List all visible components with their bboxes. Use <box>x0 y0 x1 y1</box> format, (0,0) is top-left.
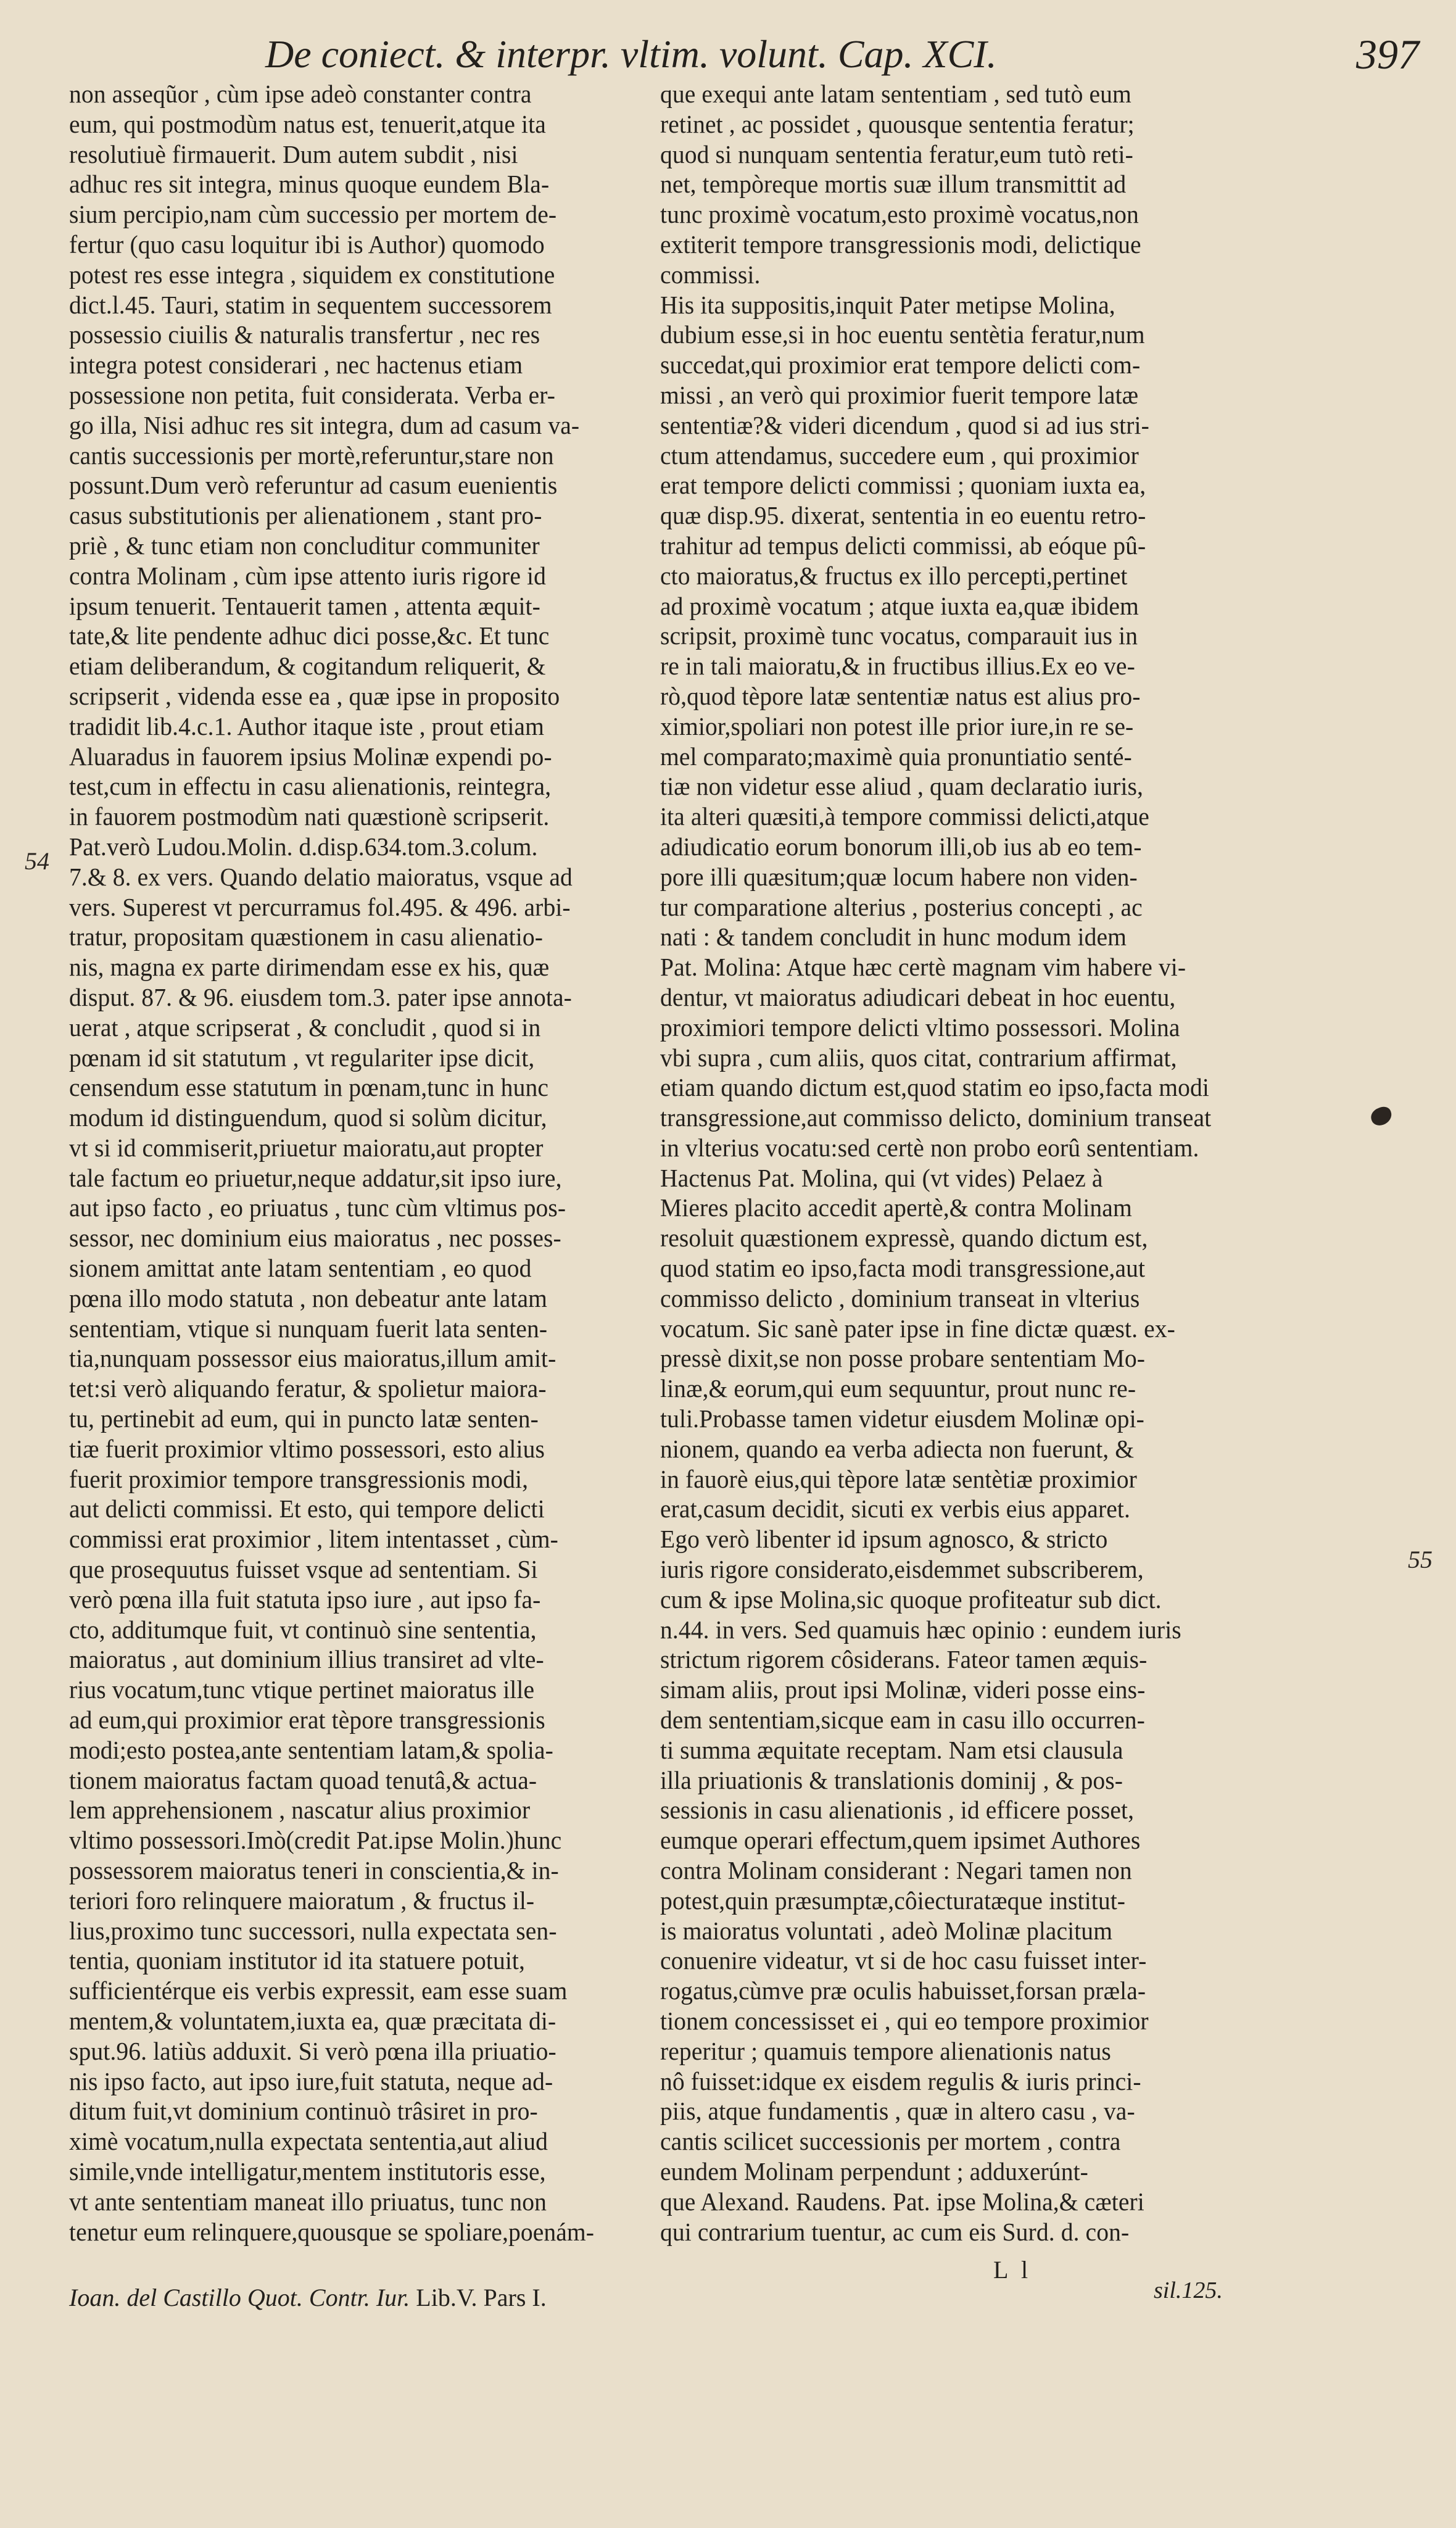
text-line: His ita suppositis,inquit Pater metipse Molina, <box>660 290 1115 319</box>
text-line: sessor, nec dominium eius maioratus , nec posses- <box>69 1224 561 1253</box>
text-line: simile,vnde intelligatur,mentem institutoris esse, <box>69 2157 546 2186</box>
text-line: ditum fuit,vt dominium continuò trâsiret in pro- <box>69 2097 538 2126</box>
text-line: re in tali maioratu,& in fructibus illius.Ex eo ve- <box>660 652 1135 681</box>
text-line: net, tempòreque mortis suæ illum transmittit ad <box>660 170 1127 199</box>
text-line: aut delicti commissi. Et esto, qui tempore delicti <box>69 1494 545 1523</box>
text-line: retinet , ac possidet , quousque sententia feratur; <box>660 109 1135 138</box>
text-line: fuerit proximior tempore transgressionis modi, <box>69 1464 529 1493</box>
text-line: priè , & tunc etiam non concluditur communiter <box>69 531 540 560</box>
text-line: non asseqũor , cùm ipse adeò constanter contra <box>69 80 532 108</box>
text-line: sionem amittat ante latam sententiam , eo quod <box>69 1254 532 1283</box>
text-line: Pat.verò Ludou.Molin. d.disp.634.tom.3.colum. <box>69 832 538 861</box>
text-line: tratur, propositam quæstionem in casu alienatio- <box>69 922 543 951</box>
text-line: potest,quin præsumptæ,côiecturatæque institut- <box>660 1886 1126 1915</box>
text-line: Ego verò libenter id ipsum agnosco, & stricto <box>660 1525 1108 1554</box>
text-line: ad eum,qui proximior erat tèpore transgressionis <box>69 1705 545 1734</box>
text-line: proximiori tempore delicti vltimo possessori. Molina <box>660 1013 1180 1042</box>
text-line: ita alteri quæsiti,à tempore commissi delicti,atque <box>660 802 1149 831</box>
text-line: tenetur eum relinquere,quousque se spoliare,poenám- <box>69 2217 595 2246</box>
text-line: Pat. Molina: Atque hæc certè magnam vim habere vi- <box>660 953 1186 982</box>
margin-number-54: 54 <box>25 847 49 875</box>
margin-number-55: 55 <box>1408 1546 1433 1573</box>
text-line: conuenire videatur, vt si de hoc casu fuisset inter- <box>660 1946 1147 1975</box>
text-line: 7.& 8. ex vers. Quando delatio maioratus, vsque ad <box>69 862 573 891</box>
text-line: eundem Molinam perpendunt ; adduxerúnt- <box>660 2157 1088 2186</box>
signature-mark: L l <box>993 2256 1032 2284</box>
text-line: adiudicatio eorum bonorum illi,ob ius ab eo tem- <box>660 832 1142 861</box>
text-line: cto maioratus,& fructus ex illo percepti,pertinet <box>660 561 1128 590</box>
text-line: reperitur ; quamuis tempore alienationis natus <box>660 2036 1111 2065</box>
text-line: nati : & tandem concludit in hunc modum idem <box>660 922 1127 951</box>
text-line: uerat , atque scripserat , & concludit , quod si in <box>69 1013 541 1042</box>
text-line: trahitur ad tempus delicti commissi, ab eóque pû- <box>660 531 1146 560</box>
text-line: resolutiuè firmauerit. Dum autem subdit , nisi <box>69 139 518 168</box>
text-line: contra Molinam , cùm ipse attento iuris rigore id <box>69 561 546 590</box>
footer-volume: Lib.V. Pars I. <box>416 2284 547 2311</box>
right-text-column <box>660 79 1252 2247</box>
text-line: contra Molinam considerant : Negari tamen non <box>660 1856 1132 1885</box>
text-line: commissi. <box>660 260 761 289</box>
text-line: tia,nunquam possessor eius maioratus,illum amit- <box>69 1344 556 1373</box>
text-line: adhuc res sit integra, minus quoque eundem Bla- <box>69 170 550 199</box>
text-line: eum, qui postmodùm natus est, tenuerit,atque ita <box>69 109 546 138</box>
text-line: aut ipso facto , eo priuatus , tunc cùm vltimus pos- <box>69 1193 566 1222</box>
text-line: verò pœna illa fuit statuta ipso iure , aut ipso fa- <box>69 1585 541 1614</box>
text-line: vltimo possessori.Imò(credit Pat.ipse Molin.)hunc <box>69 1826 562 1855</box>
text-line: possessione non petita, fuit considerata. Verba er- <box>69 380 556 409</box>
text-line: casus substitutionis per alienationem , stant pro- <box>69 501 542 530</box>
text-line: strictum rigorem côsiderans. Fateor tamen æquis- <box>660 1645 1148 1674</box>
text-line: go illa, Nisi adhuc res sit integra, dum ad casum va- <box>69 410 580 439</box>
text-line: que exequi ante latam sententiam , sed tutò eum <box>660 80 1131 108</box>
text-line: cto, additumque fuit, vt continuò sine sententia, <box>69 1615 537 1644</box>
text-line: etiam deliberandum, & cogitandum reliquerit, & <box>69 652 546 681</box>
text-line: tiæ fuerit proximior vltimo possessori, esto alius <box>69 1434 545 1463</box>
text-line: dentur, vt maioratus adiudicari debeat in hoc euentu, <box>660 982 1176 1011</box>
text-line: rogatus,cùmve præ oculis habuisset,forsan præla- <box>660 1976 1146 2005</box>
text-line: vt si id commiserit,priuetur maioratu,aut propter <box>69 1133 544 1162</box>
text-line: possessio ciuilis & naturalis transfertur , nec res <box>69 320 540 349</box>
text-line: ti summa æquitate receptam. Nam etsi clausula <box>660 1735 1123 1764</box>
text-line: is maioratus voluntati , adeò Molinæ placitum <box>660 1916 1113 1945</box>
text-line: sententiam, vtique si nunquam fuerit lata senten- <box>69 1314 548 1343</box>
text-line: censendum esse statutum in pœnam,tunc in hunc <box>69 1073 548 1102</box>
text-line: quod statim eo ipso,facta modi transgressione,aut <box>660 1254 1146 1283</box>
text-line: cum & ipse Molina,sic quoque profiteatur sub dict. <box>660 1585 1162 1614</box>
right-last-tail: sil.125. <box>1154 2277 1223 2303</box>
footer-line <box>69 2283 547 2312</box>
text-line: tionem maioratus factam quoad tenutâ,& actua- <box>69 1765 537 1794</box>
text-line: nô fuisset:idque ex eisdem regulis & iuris princi- <box>660 2066 1141 2095</box>
page-number: 397 <box>1356 31 1419 78</box>
text-line: scripsit, proximè tunc vocatus, comparauit ius in <box>660 621 1138 650</box>
text-line: mel comparato;maximè quia pronuntiatio senté- <box>660 742 1132 771</box>
text-line: ximè vocatum,nulla expectata sententia,aut aliud <box>69 2127 548 2156</box>
text-line: tentia, quoniam institutor id ita statuere potuit, <box>69 1946 526 1975</box>
text-line: maioratus , aut dominium illius transiret ad vlte- <box>69 1645 544 1674</box>
text-line: que Alexand. Raudens. Pat. ipse Molina,& cæteri <box>660 2187 1144 2216</box>
text-line: resoluit quæstionem expressè, quando dictum est, <box>660 1224 1148 1253</box>
text-line: rò,quod tèpore latæ sententiæ natus est alius pro- <box>660 681 1141 710</box>
text-line: possessorem maioratus teneri in conscientia,& in- <box>69 1856 559 1885</box>
running-title: De coniect. & interpr. vltim. volunt. Cap. XCI. <box>265 32 997 76</box>
text-line: pœnam id sit statutum , vt regulariter ipse dicit, <box>69 1043 535 1072</box>
text-line: simam aliis, prout ipsi Molinæ, videri posse eins- <box>660 1675 1146 1704</box>
text-line: que prosequutus fuisset vsque ad sententiam. Si <box>69 1555 538 1584</box>
text-line: modi;esto postea,ante sententiam latam,& spolia- <box>69 1735 553 1764</box>
text-line: nis ipso facto, aut ipso iure,fuit statuta, neque ad- <box>69 2066 553 2095</box>
text-line: Aluaradus in fauorem ipsius Molinæ expendi po- <box>69 742 552 771</box>
text-line: sententiæ?& videri dicendum , quod si ad ius stri- <box>660 410 1149 439</box>
text-line: succedat,qui proximior erat tempore delicti com- <box>660 350 1141 379</box>
text-line: Mieres placito accedit apertè,& contra Molinam <box>660 1193 1132 1222</box>
text-line: tu, pertinebit ad eum, qui in puncto latæ senten- <box>69 1404 539 1433</box>
text-line: nis, magna ex parte dirimendam esse ex his, quæ <box>69 953 550 982</box>
text-line: pore illi quæsitum;quæ locum habere non viden- <box>660 862 1138 891</box>
text-line: dict.l.45. Tauri, statim in sequentem successorem <box>69 290 552 319</box>
text-line: extiterit tempore transgressionis modi, delictique <box>660 230 1141 259</box>
text-line: illa priuationis & translationis dominij , & pos- <box>660 1765 1123 1794</box>
text-line: tur comparatione alterius , posterius concepti , ac <box>660 892 1143 921</box>
text-line: vt ante sententiam maneat illo priuatus, tunc non <box>69 2187 547 2216</box>
text-line: tunc proximè vocatum,esto proximè vocatus,non <box>660 200 1139 229</box>
text-line: piis, atque fundamentis , quæ in altero casu , va- <box>660 2097 1135 2126</box>
text-line: test,cum in effectu in casu alienationis, reintegra, <box>69 772 552 801</box>
text-line: modum id distinguendum, quod si solùm dicitur, <box>69 1103 547 1132</box>
text-line: cantis successionis per mortè,referuntur,stare non <box>69 441 554 470</box>
text-line: ipsum tenuerit. Tentauerit tamen , attenta æquit- <box>69 591 540 620</box>
text-line: tiæ non videtur esse aliud , quam declaratio iuris, <box>660 772 1144 801</box>
text-line: mentem,& voluntatem,iuxta ea, quæ præcitata di- <box>69 2007 556 2035</box>
text-line: qui contrarium tuentur, ac cum eis Surd. d. con- <box>660 2217 1130 2246</box>
text-line: in fauorem postmodùm nati quæstionè scripserit. <box>69 802 550 831</box>
text-line: pressè dixit,se non posse probare sententiam Mo- <box>660 1344 1146 1373</box>
text-line: vocatum. Sic sanè pater ipse in fine dictæ quæst. ex- <box>660 1314 1175 1343</box>
text-line: quod si nunquam sententia feratur,eum tutò reti- <box>660 139 1133 168</box>
text-line: quæ disp.95. dixerat, sententia in eo euentu retro- <box>660 501 1146 530</box>
text-line: pœna illo modo statuta , non debeatur ante latam <box>69 1283 548 1312</box>
text-line: potest res esse integra , siquidem ex constitutione <box>69 260 555 289</box>
text-line: nionem, quando ea verba adiecta non fuerunt, & <box>660 1434 1135 1463</box>
text-line: tale factum eo priuetur,neque addatur,sit ipso iure, <box>69 1163 562 1192</box>
left-text-column <box>69 79 661 2247</box>
text-line: dem sententiam,sicque eam in casu illo occurren- <box>660 1705 1145 1734</box>
text-line: in fauorè eius,qui tèpore latæ sentètiæ proximior <box>660 1464 1137 1493</box>
text-line: rius vocatum,tunc vtique pertinet maioratus ille <box>69 1675 535 1704</box>
text-line: eumque operari effectum,quem ipsimet Authores <box>660 1826 1141 1855</box>
text-line: cantis scilicet successionis per mortem , contra <box>660 2127 1121 2156</box>
running-header <box>259 23 1419 85</box>
ink-blot <box>1368 1104 1394 1128</box>
text-line: integra potest considerari , nec hactenus etiam <box>69 350 523 379</box>
text-line: n.44. in vers. Sed quamuis hæc opinio : eundem iuris <box>660 1615 1181 1644</box>
text-line: ad proximè vocatum ; atque iuxta ea,quæ ibidem <box>660 591 1139 620</box>
text-line: tradidit lib.4.c.1. Author itaque iste , prout etiam <box>69 711 544 740</box>
text-line: erat tempore delicti commissi ; quoniam iuxta ea, <box>660 471 1146 500</box>
text-line: commisso delicto , dominium transeat in vlterius <box>660 1283 1140 1312</box>
text-line: ctum attendamus, succedere eum , qui proximior <box>660 441 1139 470</box>
text-line: vers. Superest vt percurramus fol.495. & 496. arbi- <box>69 892 571 921</box>
text-line: missi , an verò qui proximior fuerit tempore latæ <box>660 380 1139 409</box>
text-line: tate,& lite pendente adhuc dici posse,&c. Et tunc <box>69 621 550 650</box>
text-line: commissi erat proximior , litem intentasset , cùm- <box>69 1525 558 1554</box>
text-line: iuris rigore considerato,eisdemmet subscriberem, <box>660 1555 1144 1584</box>
text-line: Hactenus Pat. Molina, qui (vt vides) Pelaez à <box>660 1163 1103 1192</box>
text-line: vbi supra , cum aliis, quos citat, contrarium affirmat, <box>660 1043 1177 1072</box>
text-line: possunt.Dum verò referuntur ad casum euenientis <box>69 471 558 500</box>
text-line: sessionis in casu alienationis , id efficere posset, <box>660 1796 1135 1825</box>
text-line: lius,proximo tunc successori, nulla expectata sen- <box>69 1916 557 1945</box>
text-line: ximior,spoliari non potest ille prior iure,in re se- <box>660 711 1134 740</box>
text-line: transgressione,aut commisso delicto, dominium transeat <box>660 1103 1212 1132</box>
text-line: sput.96. latiùs adduxit. Si verò pœna illa priuatio- <box>69 2036 556 2065</box>
text-line: disput. 87. & 96. eiusdem tom.3. pater ipse annota- <box>69 982 572 1011</box>
text-line: teriori foro relinquere maioratum , & fructus il- <box>69 1886 535 1915</box>
text-line: sium percipio,nam cùm successio per mortem de- <box>69 200 557 229</box>
text-line: tet:si verò aliquando feratur, & spolietur maiora- <box>69 1374 547 1403</box>
text-line: etiam quando dictum est,quod statim eo ipso,facta modi <box>660 1073 1209 1102</box>
text-line: in vlterius vocatu:sed certè non probo eorû sententiam. <box>660 1133 1199 1162</box>
text-line: lem apprehensionem , nascatur alius proximior <box>69 1796 531 1825</box>
text-line: fertur (quo casu loquitur ibi is Author) quomodo <box>69 230 545 259</box>
text-line: sufficientérque eis verbis expressit, eam esse suam <box>69 1976 568 2005</box>
text-line: linæ,& eorum,qui eum sequuntur, prout nunc re- <box>660 1374 1136 1403</box>
text-line: tuli.Probasse tamen videtur eiusdem Molinæ opi- <box>660 1404 1144 1433</box>
text-line: erat,casum decidit, sicuti ex verbis eius apparet. <box>660 1494 1130 1523</box>
text-line: tionem concessisset ei , qui eo tempore proximior <box>660 2007 1149 2035</box>
footer-author: Ioan. del Castillo Quot. Contr. Iur. <box>69 2284 410 2311</box>
text-line: dubium esse,si in hoc euentu sentètia feratur,num <box>660 320 1145 349</box>
text-line: scripserit , videnda esse ea , quæ ipse in proposito <box>69 681 560 710</box>
